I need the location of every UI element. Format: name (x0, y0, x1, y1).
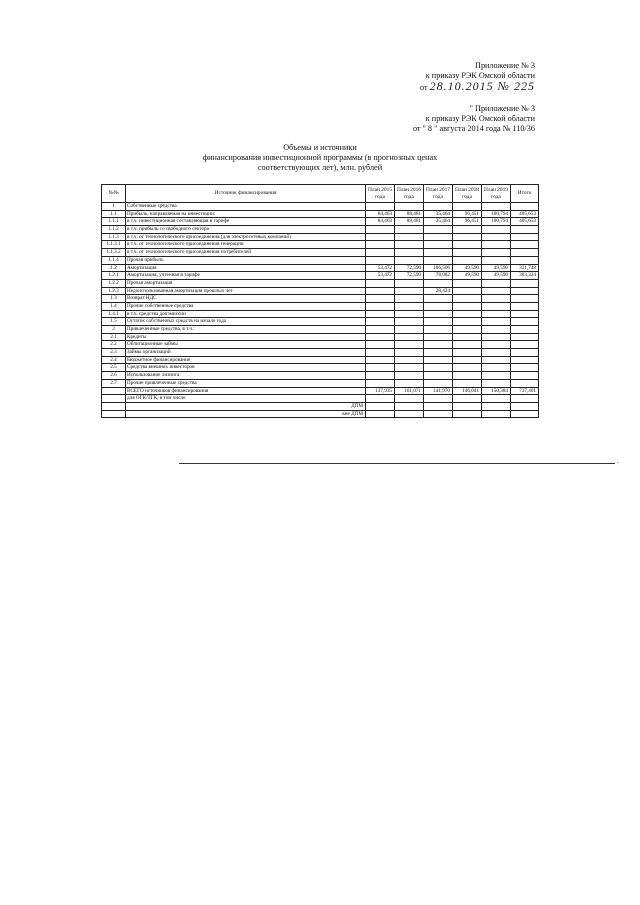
value-cell-2016: 161,071 (395, 387, 424, 395)
value-cell-2015: 84,463 (366, 218, 395, 226)
value-cell-2015 (366, 241, 395, 249)
value-cell-2018 (453, 226, 482, 234)
value-cell-2019: 150,384 (482, 387, 511, 395)
value-cell-2016 (395, 356, 424, 364)
appendix-title: Приложение № 3 (475, 61, 535, 70)
value-cell-total (511, 326, 539, 334)
value-cell-2019 (482, 372, 511, 380)
row-number: 1.1.1 (102, 218, 126, 226)
value-cell-2019 (482, 341, 511, 349)
value-cell-2019 (482, 302, 511, 310)
value-cell-2016: 72,590 (395, 264, 424, 272)
value-cell-2016: 88,481 (395, 218, 424, 226)
row-source-name: ВСЕГО источников финансирования (126, 387, 366, 395)
value-cell-total (511, 203, 539, 211)
row-number: 1.1.4 (102, 256, 126, 264)
value-cell-2016 (395, 318, 424, 326)
value-cell-2019: 49,590 (482, 264, 511, 272)
row-source-name: Кредиты (126, 333, 366, 341)
value-cell-2016 (395, 295, 424, 303)
previous-appendix-header (413, 104, 535, 135)
value-cell-2015 (366, 226, 395, 234)
value-cell-2015 (366, 356, 395, 364)
row-number: 1.1.3.1 (102, 241, 126, 249)
value-cell-2018 (453, 318, 482, 326)
row-source-name: Займы организаций (126, 349, 366, 357)
value-cell-2019 (482, 349, 511, 357)
table-row (102, 226, 539, 234)
row-source-name: Амортизация (126, 264, 366, 272)
row-source-name: в т.ч. средства допэмиссии (126, 310, 366, 318)
value-cell-2015 (366, 410, 395, 418)
row-source-name: Прочие собственные средства (126, 302, 366, 310)
row-number: 1.1.2 (102, 226, 126, 234)
value-cell-total (511, 295, 539, 303)
table-row (102, 256, 539, 264)
value-cell-2016 (395, 287, 424, 295)
row-number: 1.1.3 (102, 233, 126, 241)
row-number: 2.2 (102, 341, 126, 349)
row-number: 1.2.1 (102, 272, 126, 280)
value-cell-2016 (395, 326, 424, 334)
value-cell-2017: 141,970 (424, 387, 453, 395)
value-cell-total (511, 279, 539, 287)
document-title (200, 143, 440, 174)
value-cell-2015: 53,472 (366, 272, 395, 280)
value-cell-2019 (482, 287, 511, 295)
value-cell-2016 (395, 249, 424, 257)
previous-order-reference: к приказу РЭК Омской области (425, 114, 535, 124)
row-number: 1.1 (102, 210, 126, 218)
value-cell-2017 (424, 364, 453, 372)
value-cell-2017: 78,082 (424, 272, 453, 280)
row-source-name: Прочая прибыль (126, 256, 366, 264)
row-number (102, 402, 126, 410)
value-cell-2019 (482, 249, 511, 257)
value-cell-total (511, 310, 539, 318)
row-number: 1.2.3 (102, 287, 126, 295)
value-cell-total (511, 318, 539, 326)
value-cell-2017 (424, 203, 453, 211)
value-cell-2015 (366, 302, 395, 310)
value-cell-total: 405,653 (511, 218, 539, 226)
row-number: 2.1 (102, 333, 126, 341)
title-line-3: соответствующих лет), млн. рублей (257, 163, 383, 173)
row-number: 2.4 (102, 356, 126, 364)
value-cell-2019: 100,794 (482, 210, 511, 218)
header-2019: План 2019 года (482, 185, 511, 203)
value-cell-2019: 100,794 (482, 218, 511, 226)
table-row (102, 233, 539, 241)
value-cell-2015 (366, 349, 395, 357)
value-cell-2017 (424, 410, 453, 418)
value-cell-2016 (395, 349, 424, 357)
row-source-name: Собственные средства (126, 203, 366, 211)
value-cell-2018: 49,590 (453, 264, 482, 272)
value-cell-2015 (366, 364, 395, 372)
value-cell-2018: 49,590 (453, 272, 482, 280)
value-cell-2019 (482, 256, 511, 264)
value-cell-total (511, 256, 539, 264)
row-source-name: Остаток собственных средств на начало года (126, 318, 366, 326)
value-cell-2017 (424, 318, 453, 326)
value-cell-2019 (482, 395, 511, 403)
row-number: 1.2.2 (102, 279, 126, 287)
row-number: 2.3 (102, 349, 126, 357)
value-cell-total (511, 364, 539, 372)
value-cell-2016 (395, 364, 424, 372)
value-cell-2016 (395, 402, 424, 410)
value-cell-2018 (453, 326, 482, 334)
row-number: 1.3 (102, 295, 126, 303)
value-cell-total (511, 402, 539, 410)
value-cell-2017 (424, 395, 453, 403)
row-source-name: Бюджетное финансирование (126, 356, 366, 364)
value-cell-2015 (366, 203, 395, 211)
value-cell-2018 (453, 295, 482, 303)
table-row (102, 379, 539, 387)
value-cell-2018 (453, 279, 482, 287)
row-number: 1.4 (102, 302, 126, 310)
value-cell-2015 (366, 333, 395, 341)
table-row (102, 249, 539, 257)
value-cell-2017 (424, 256, 453, 264)
value-cell-total (511, 395, 539, 403)
row-number: 1.4.1 (102, 310, 126, 318)
value-cell-2015 (366, 326, 395, 334)
value-cell-2019 (482, 233, 511, 241)
value-cell-2019 (482, 410, 511, 418)
value-cell-2015: 53,472 (366, 264, 395, 272)
row-source-name: Средства внешних инвесторов (126, 364, 366, 372)
value-cell-total: 405,653 (511, 210, 539, 218)
order-date-line (420, 81, 535, 93)
value-cell-2015: 137,935 (366, 387, 395, 395)
value-cell-2017 (424, 333, 453, 341)
table-row (102, 279, 539, 287)
date-prefix: от (420, 83, 428, 93)
value-cell-2018 (453, 310, 482, 318)
value-cell-2018 (453, 402, 482, 410)
table-row (102, 203, 539, 211)
row-number (102, 410, 126, 418)
row-source-name: в т.ч. от технологического присоединения генерации (126, 241, 366, 249)
value-cell-2018 (453, 302, 482, 310)
value-cell-total (511, 233, 539, 241)
value-cell-2018 (453, 341, 482, 349)
row-number: 2.5 (102, 364, 126, 372)
value-cell-2019 (482, 402, 511, 410)
value-cell-2016 (395, 379, 424, 387)
footer-mark: . (617, 457, 619, 465)
title-line-1: Объемы и источники (283, 143, 357, 152)
row-source-name: в т.ч. от технологического присоединения потребителей (126, 249, 366, 257)
value-cell-2016 (395, 302, 424, 310)
value-cell-2017 (424, 295, 453, 303)
value-cell-2019 (482, 279, 511, 287)
value-cell-2015 (366, 379, 395, 387)
row-source-name: Прибыль, направляемая на инвестиции: (126, 210, 366, 218)
value-cell-2015 (366, 279, 395, 287)
row-number: 2.6 (102, 372, 126, 380)
value-cell-total (511, 341, 539, 349)
row-source-name: для ОГК/ТГК, в том числе (126, 395, 366, 403)
title-line-2: финансирования инвестиционной программы (в прогнозных ценах (202, 153, 438, 163)
previous-appendix-title: " Приложение № 3 (469, 104, 535, 113)
value-cell-2015 (366, 249, 395, 257)
value-cell-total (511, 302, 539, 310)
table-row (102, 402, 539, 410)
value-cell-2017: 35,464 (424, 210, 453, 218)
value-cell-2017 (424, 379, 453, 387)
order-reference: к приказу РЭК Омской области (425, 71, 535, 81)
row-source-name: Использование лизинга (126, 372, 366, 380)
table-header-row (102, 185, 539, 203)
value-cell-2018 (453, 395, 482, 403)
table-row (102, 387, 539, 395)
value-cell-2017 (424, 372, 453, 380)
value-cell-total (511, 379, 539, 387)
value-cell-2018 (453, 372, 482, 380)
table-row (102, 264, 539, 272)
value-cell-2016 (395, 333, 424, 341)
row-number: 1.5 (102, 318, 126, 326)
row-number (102, 387, 126, 395)
table-row (102, 410, 539, 418)
value-cell-2019 (482, 295, 511, 303)
table-row (102, 318, 539, 326)
row-source-name: Прочие привлеченные средства (126, 379, 366, 387)
value-cell-2018: 146,041 (453, 387, 482, 395)
value-cell-2019 (482, 241, 511, 249)
value-cell-2016 (395, 241, 424, 249)
value-cell-total (511, 410, 539, 418)
value-cell-2019 (482, 226, 511, 234)
value-cell-2017 (424, 302, 453, 310)
row-source-name: в т.ч. прибыль со свободного сектора (126, 226, 366, 234)
value-cell-2017 (424, 279, 453, 287)
table-row (102, 333, 539, 341)
value-cell-2019 (482, 203, 511, 211)
value-cell-2016 (395, 256, 424, 264)
value-cell-2017 (424, 341, 453, 349)
row-source-name: Недоиспользованная амортизация прошлых лет (126, 287, 366, 295)
row-number: 2.7 (102, 379, 126, 387)
table-row (102, 364, 539, 372)
table-row (102, 349, 539, 357)
header-number: №№ (102, 185, 126, 203)
value-cell-2017 (424, 326, 453, 334)
value-cell-2019 (482, 318, 511, 326)
value-cell-total (511, 349, 539, 357)
value-cell-2016 (395, 233, 424, 241)
header-2017: План 2017 года (424, 185, 453, 203)
value-cell-2015 (366, 318, 395, 326)
table-row (102, 210, 539, 218)
value-cell-2019 (482, 310, 511, 318)
table-row (102, 341, 539, 349)
table-row (102, 310, 539, 318)
value-cell-2019 (482, 356, 511, 364)
value-cell-2016 (395, 226, 424, 234)
header-source: Источник финансирования (126, 185, 366, 203)
value-cell-2016 (395, 395, 424, 403)
value-cell-2017 (424, 356, 453, 364)
value-cell-2015 (366, 402, 395, 410)
row-source-name: в т.ч. инвестиционная составляющая в тарифе (126, 218, 366, 226)
row-source-name: Прочая амортизация (126, 279, 366, 287)
value-cell-2017 (424, 310, 453, 318)
value-cell-2018 (453, 356, 482, 364)
table-row (102, 241, 539, 249)
value-cell-2015 (366, 287, 395, 295)
table-row (102, 272, 539, 280)
value-cell-2015 (366, 372, 395, 380)
value-cell-total: 331,748 (511, 264, 539, 272)
value-cell-2017 (424, 241, 453, 249)
value-cell-2018 (453, 233, 482, 241)
row-number: 1.1.3.2 (102, 249, 126, 257)
value-cell-2018 (453, 249, 482, 257)
appendix-header (420, 61, 535, 94)
value-cell-2018 (453, 364, 482, 372)
header-total: Итого (511, 185, 539, 203)
value-cell-total (511, 372, 539, 380)
handwritten-date: 28.10.2015 № 225 (429, 79, 535, 94)
value-cell-total: 737,401 (511, 387, 539, 395)
value-cell-total (511, 249, 539, 257)
value-cell-2017: 106,506 (424, 264, 453, 272)
financing-table (101, 184, 539, 418)
value-cell-2019 (482, 333, 511, 341)
value-cell-2016 (395, 372, 424, 380)
value-cell-2018: 96,451 (453, 210, 482, 218)
value-cell-2015 (366, 295, 395, 303)
header-2016: План 2016 года (395, 185, 424, 203)
table-row (102, 326, 539, 334)
value-cell-2019 (482, 326, 511, 334)
value-cell-2016 (395, 310, 424, 318)
value-cell-2018 (453, 410, 482, 418)
row-source-name: Возврат НДС (126, 295, 366, 303)
row-source-name: Облигационные займы (126, 341, 366, 349)
row-number: 2 (102, 326, 126, 334)
value-cell-2017 (424, 249, 453, 257)
value-cell-2019 (482, 364, 511, 372)
value-cell-2015 (366, 256, 395, 264)
header-2018: План 2018 года (453, 185, 482, 203)
value-cell-2015 (366, 341, 395, 349)
value-cell-2015 (366, 310, 395, 318)
header-2015: План 2015 года (366, 185, 395, 203)
row-source-name: Привлеченные средства, в т.ч.: (126, 326, 366, 334)
value-cell-2015: 84,463 (366, 210, 395, 218)
value-cell-2016 (395, 279, 424, 287)
row-source-name: Амортизация, учтенная в тарифе (126, 272, 366, 280)
value-cell-2018: 96,451 (453, 218, 482, 226)
value-cell-2019 (482, 379, 511, 387)
value-cell-2015 (366, 395, 395, 403)
value-cell-2016: 72,590 (395, 272, 424, 280)
value-cell-2019: 49,590 (482, 272, 511, 280)
value-cell-total: 303,324 (511, 272, 539, 280)
value-cell-2018 (453, 256, 482, 264)
signature-line (179, 463, 615, 464)
value-cell-2016 (395, 203, 424, 211)
value-cell-2016: 88,481 (395, 210, 424, 218)
value-cell-total (511, 333, 539, 341)
value-cell-2017: 28,424 (424, 287, 453, 295)
value-cell-2016 (395, 341, 424, 349)
table-row (102, 372, 539, 380)
value-cell-2015 (366, 233, 395, 241)
value-cell-total (511, 241, 539, 249)
row-source-name: вне ДПМ (126, 410, 366, 418)
value-cell-2018 (453, 241, 482, 249)
row-source-name: в т.ч. от технологического присоединения (для электросетевых компаний) (126, 233, 366, 241)
value-cell-2017 (424, 402, 453, 410)
previous-order-date: от " 8 " августа 2014 года № 110/36 (412, 124, 535, 134)
row-number: 1.2 (102, 264, 126, 272)
table-row (102, 287, 539, 295)
table-row (102, 356, 539, 364)
value-cell-total (511, 356, 539, 364)
value-cell-2017: 35,464 (424, 218, 453, 226)
value-cell-2016 (395, 410, 424, 418)
value-cell-2017 (424, 233, 453, 241)
table-row (102, 395, 539, 403)
table-row (102, 302, 539, 310)
value-cell-2018 (453, 379, 482, 387)
row-source-name: ДПМ (126, 402, 366, 410)
value-cell-2018 (453, 287, 482, 295)
value-cell-total (511, 287, 539, 295)
value-cell-2017 (424, 349, 453, 357)
row-number (102, 395, 126, 403)
value-cell-2018 (453, 349, 482, 357)
value-cell-total (511, 226, 539, 234)
value-cell-2018 (453, 333, 482, 341)
table-row (102, 295, 539, 303)
value-cell-2018 (453, 203, 482, 211)
row-number: 1 (102, 203, 126, 211)
table-row (102, 218, 539, 226)
value-cell-2017 (424, 226, 453, 234)
